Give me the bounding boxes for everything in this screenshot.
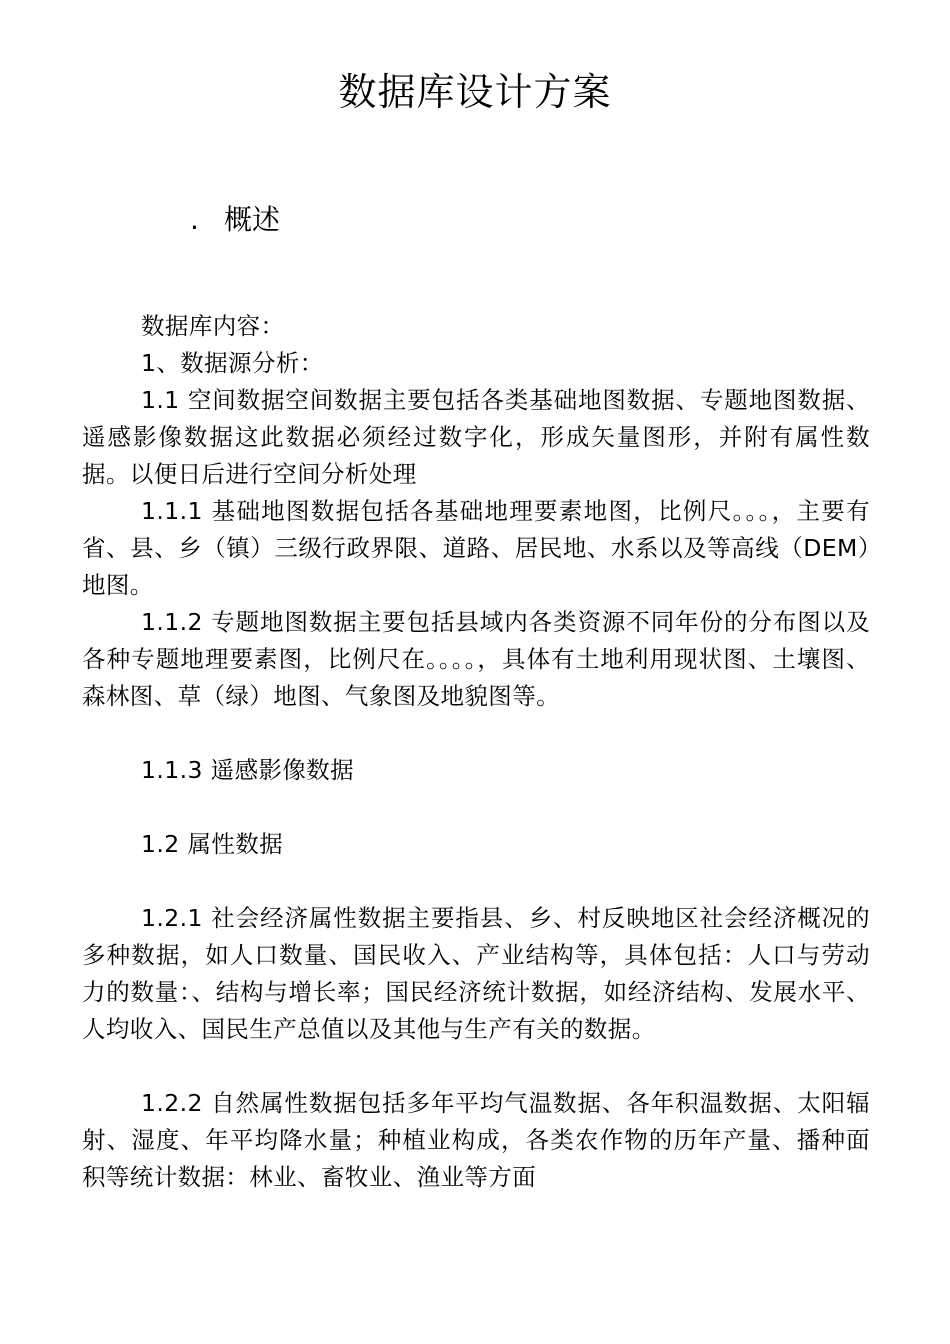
section-marker: .	[190, 203, 199, 236]
document-title: 数据库设计方案	[338, 70, 612, 114]
section-heading	[190, 200, 280, 240]
paragraph: 1.2.2 自然属性数据包括多年平均气温数据、各年积温数据、太阳辐射、湿度、年平均降水量；种植业构成，各类农作物的历年产量、播种面积等统计数据：林业、畜牧业、渔业等方面	[82, 1089, 870, 1191]
paragraph: 1、数据源分析：	[141, 349, 324, 377]
paragraph: 1.2 属性数据	[141, 830, 284, 858]
paragraph: 1.1.2 专题地图数据主要包括县域内各类资源不同年份的分布图以及各种专题地理要素图，比例尺在。。。。，具体有土地利用现状图、土壤图、森林图、草（绿）地图、气象图及地貌图等。	[82, 608, 870, 710]
document-body	[82, 308, 870, 1196]
paragraph: 1.1 空间数据空间数据主要包括各类基础地图数据、专题地图数据、遥感影像数据这此数据必须经过数字化，形成矢量图形，并附有属性数据。以便日后进行空间分析处理	[82, 386, 870, 488]
paragraph: 1.1.1 基础地图数据包括各基础地理要素地图，比例尺。。。，主要有省、县、乡（镇）三级行政界限、道路、居民地、水系以及等高线（DEM）地图。	[82, 497, 870, 599]
paragraph: 1.2.1 社会经济属性数据主要指县、乡、村反映地区社会经济概况的多种数据，如人口数量、国民收入、产业结构等，具体包括：人口与劳动力的数量：、结构与增长率；国民经济统计数据，如经济结构、发展水平、人均收入、国民生产总值以及其他与生产有关的数据。	[82, 904, 870, 1043]
paragraph: 数据库内容：	[141, 312, 285, 340]
section-heading-text: 概述	[224, 203, 281, 236]
paragraph: 1.1.3 遥感影像数据	[141, 756, 355, 784]
